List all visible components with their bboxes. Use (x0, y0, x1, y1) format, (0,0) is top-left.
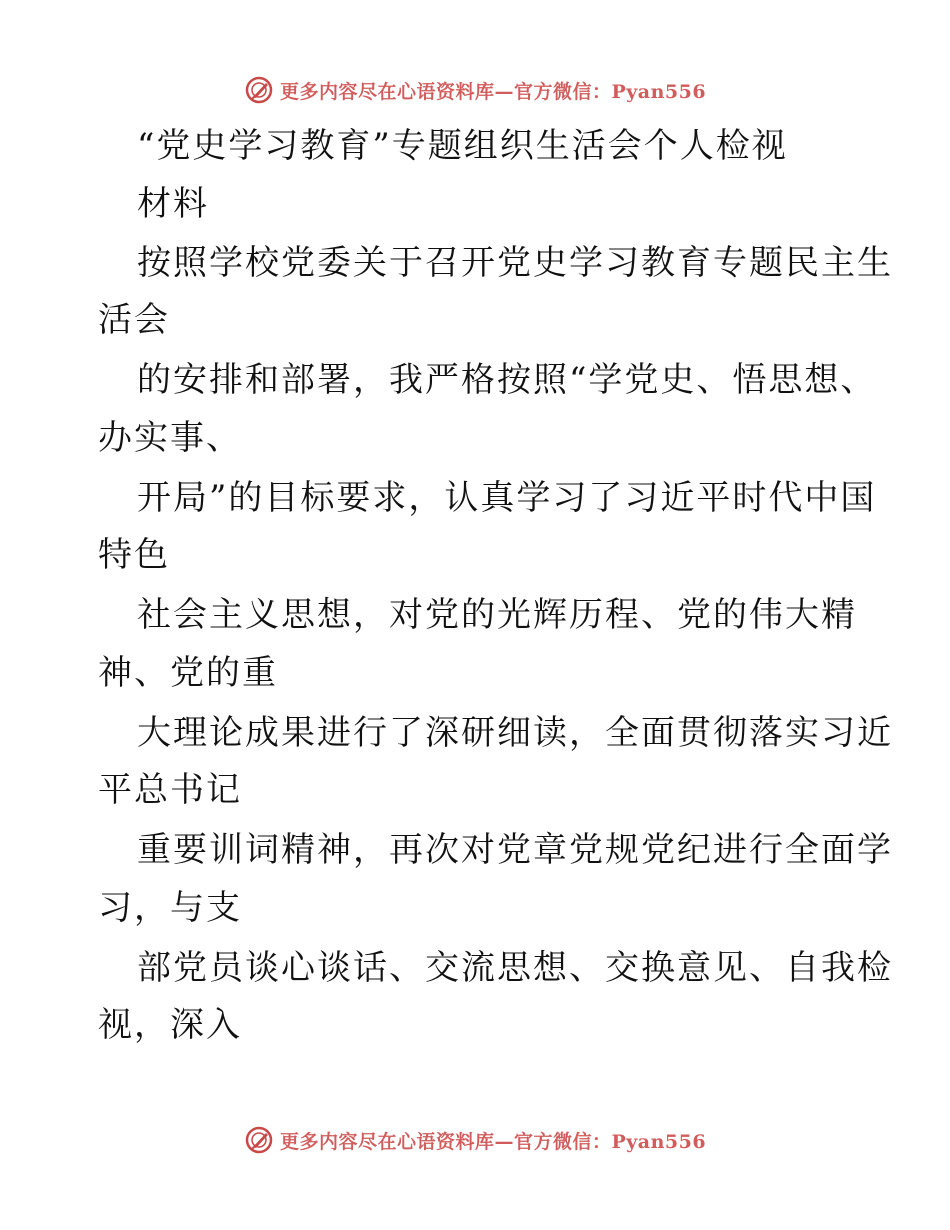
quill-logo-icon (244, 1125, 274, 1155)
body-line: 部党员谈心谈话、交流思想、交换意见、自我检 (137, 948, 893, 988)
body-line: 特色 (98, 535, 170, 575)
body-line: 按照学校党委关于召开党史学习教育专题民主生 (137, 243, 893, 283)
body-line: 活会 (98, 300, 170, 340)
body-line: 视，深入 (98, 1005, 242, 1045)
doc-title-line-1: “党史学习教育”专题组织生活会个人检视 (137, 126, 788, 166)
doc-title-line-2: 材料 (137, 184, 209, 224)
body-line: 大理论成果进行了深研细读，全面贯彻落实习近 (137, 713, 893, 753)
body-line: 办实事、 (98, 418, 242, 458)
footer-banner-text: 更多内容尽在心语资料库—官方微信：Pyan556 (279, 1130, 707, 1153)
body-line: 开局”的目标要求，认真学习了习近平时代中国 (137, 478, 877, 518)
body-line: 社会主义思想，对党的光辉历程、党的伟大精 (137, 595, 857, 635)
body-line: 神、党的重 (98, 653, 278, 693)
footer-watermark (0, 1120, 950, 1160)
body-line: 的安排和部署，我严格按照“学党史、悟思想、 (137, 360, 877, 400)
body-line: 重要训词精神，再次对党章党规党纪进行全面学 (137, 830, 893, 870)
header-watermark (0, 70, 950, 110)
body-line: 平总书记 (98, 770, 242, 810)
body-line: 习，与支 (98, 888, 242, 928)
header-banner-text: 更多内容尽在心语资料库—官方微信：Pyan556 (279, 80, 707, 103)
quill-logo-icon (244, 75, 274, 105)
